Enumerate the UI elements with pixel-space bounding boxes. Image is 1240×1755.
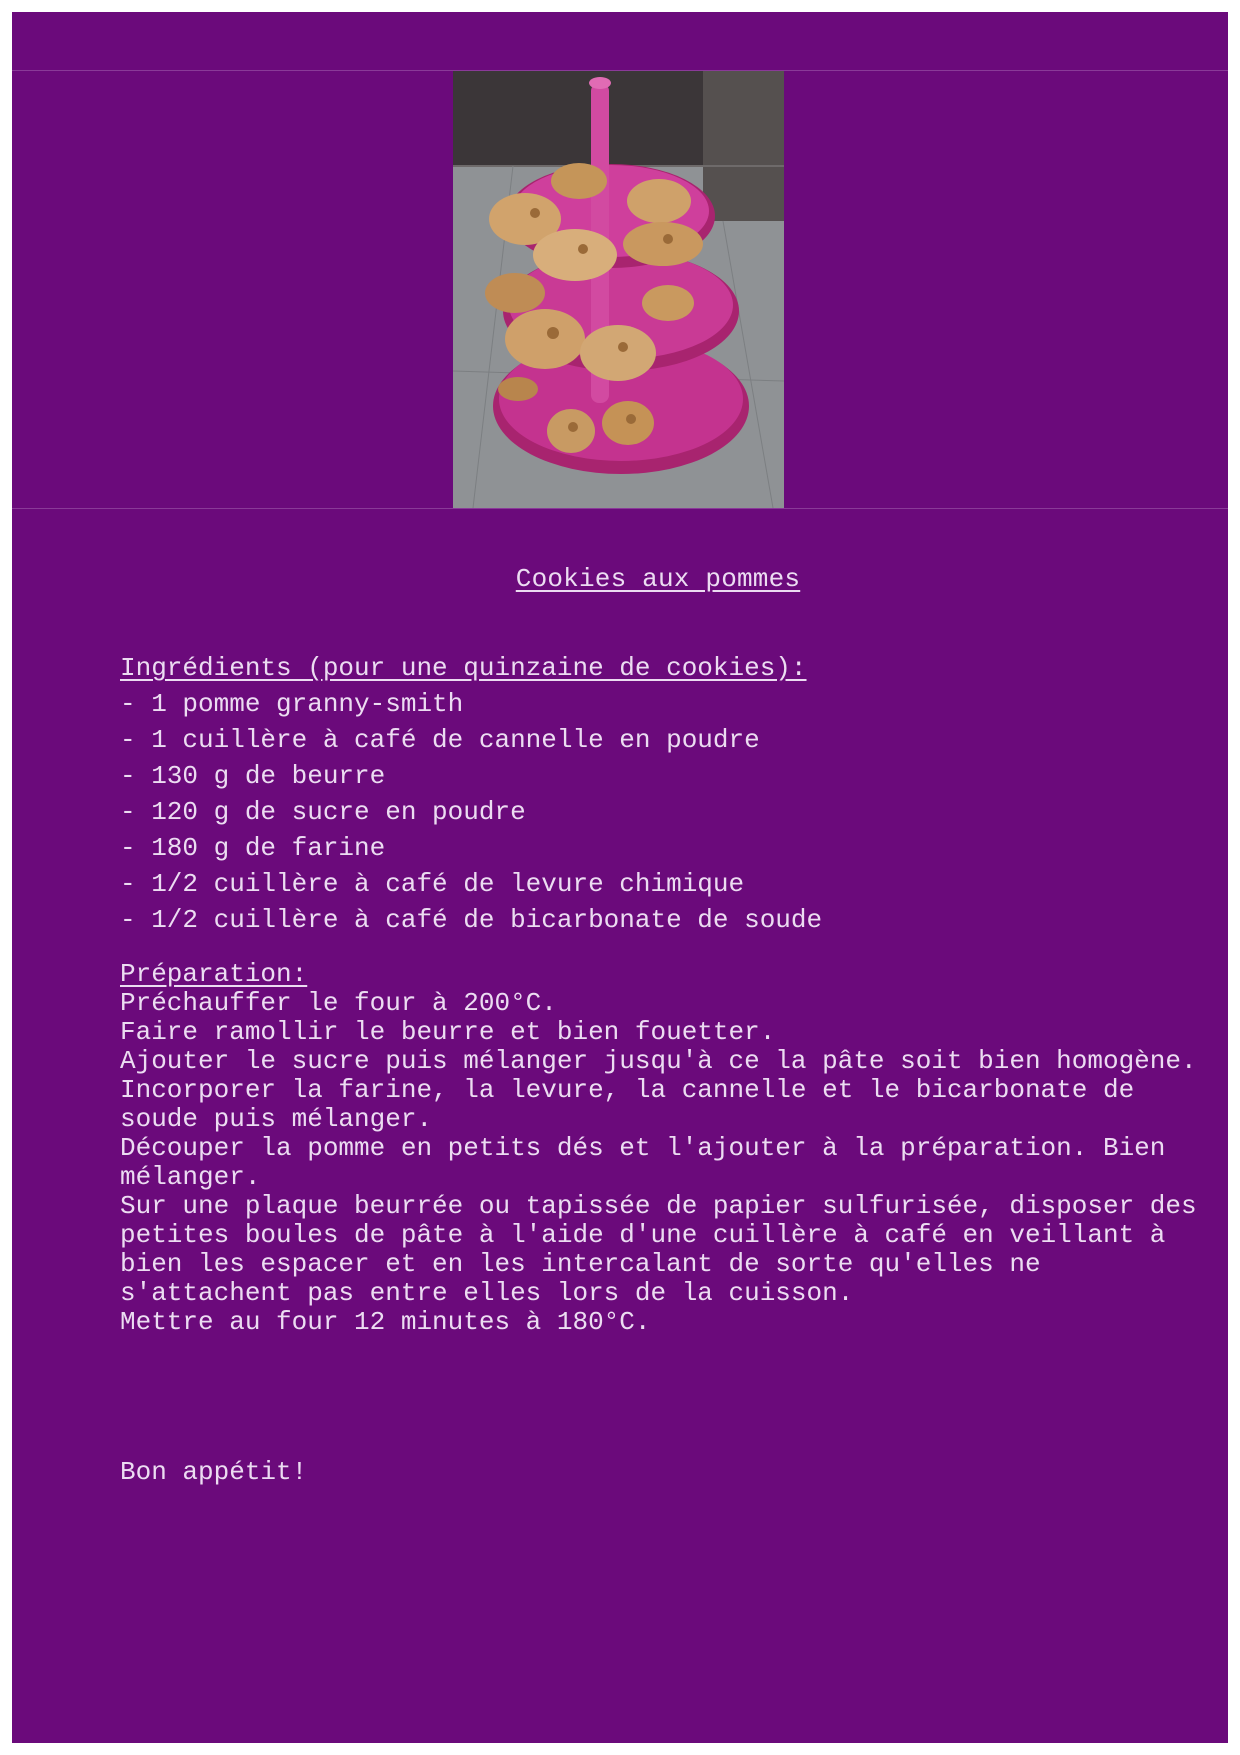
preparation-step: Sur une plaque beurrée ou tapissée de papier sulfurisée, disposer des petites boules de pâte à l'aide d'une cuillère à café en veillant à bien les espacer et en les intercalant de sorte qu'elles ne s'attachent pas entre elles lors de la cuisson. xyxy=(120,1191,1197,1308)
preparation-step: Ajouter le sucre puis mélanger jusqu'à ce la pâte soit bien homogène. xyxy=(120,1046,1197,1076)
preparation-step: Incorporer la farine, la levure, la cannelle et le bicarbonate de soude puis mélanger. xyxy=(120,1075,1135,1134)
ingredient-item: - 130 g de beurre xyxy=(120,761,386,791)
photo-band xyxy=(12,71,1228,509)
preparation-step: Faire ramollir le beurre et bien fouetter. xyxy=(120,1017,776,1047)
recipe-page xyxy=(12,12,1228,1743)
ingredient-item: - 1/2 cuillère à café de bicarbonate de soude xyxy=(120,905,823,935)
ingredient-item: - 1/2 cuillère à café de levure chimique xyxy=(120,869,745,899)
preparation-step: Mettre au four 12 minutes à 180°C. xyxy=(120,1307,651,1337)
ingredient-item: - 1 cuillère à café de cannelle en poudre xyxy=(120,725,760,755)
preparation-step: Préchauffer le four à 200°C. xyxy=(120,988,557,1018)
ingredients-list xyxy=(120,686,822,938)
ingredients-section xyxy=(120,650,822,938)
preparation-step: Découper la pomme en petits dés et l'ajouter à la préparation. Bien mélanger. xyxy=(120,1133,1166,1192)
ingredient-item: - 1 pomme granny-smith xyxy=(120,689,464,719)
closing-text: Bon appétit! xyxy=(120,1457,308,1487)
cookie-stand-photo xyxy=(453,71,784,508)
ingredient-item: - 120 g de sucre en poudre xyxy=(120,797,526,827)
preparation-section xyxy=(120,960,1220,1337)
ingredients-heading: Ingrédients (pour une quinzaine de cookies): xyxy=(120,653,807,683)
preparation-heading: Préparation: xyxy=(120,959,308,989)
header-band xyxy=(12,12,1228,71)
recipe-title: Cookies aux pommes xyxy=(515,564,801,594)
ingredient-item: - 180 g de farine xyxy=(120,833,386,863)
